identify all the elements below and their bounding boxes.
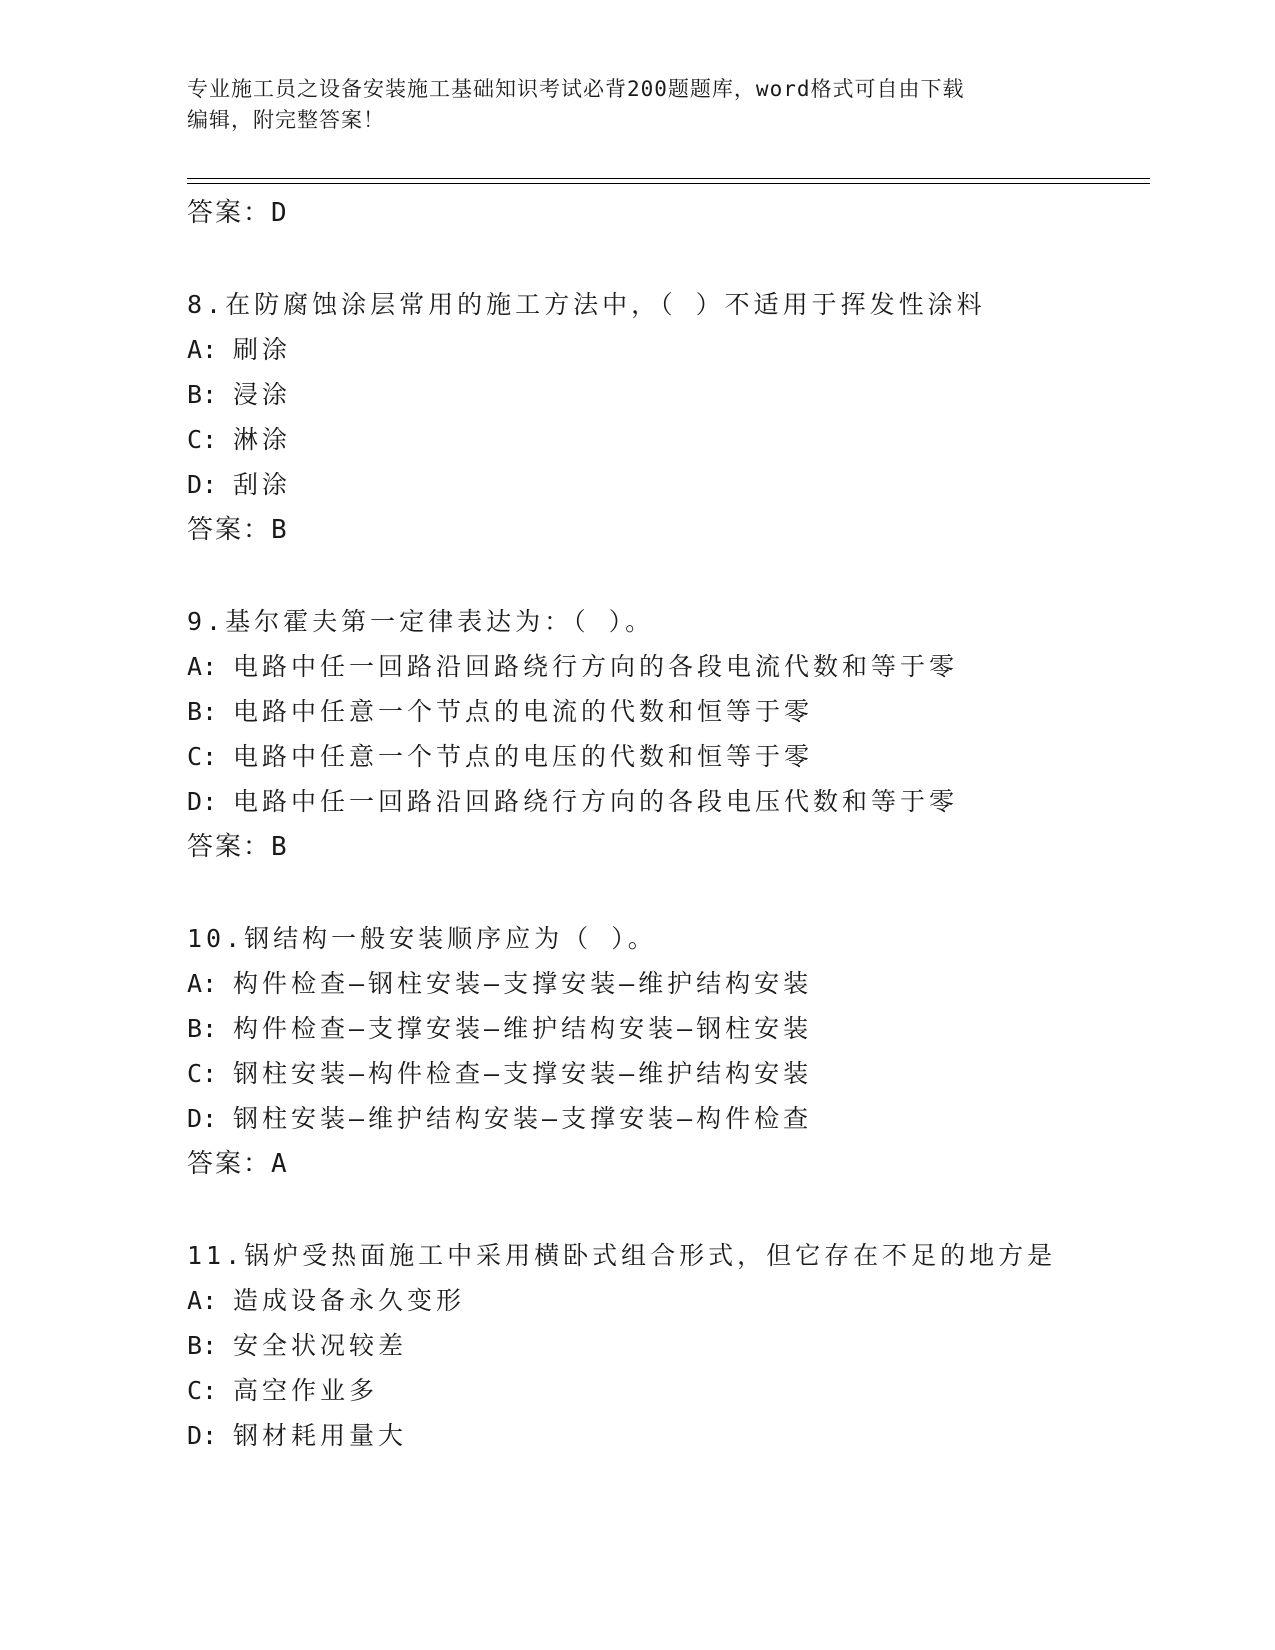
option-d (187, 1413, 1150, 1458)
option-b (187, 1323, 1150, 1368)
option-text: 刷涂 (233, 335, 292, 364)
answer-line: 答案：B (187, 832, 289, 862)
option-a (187, 644, 1150, 689)
option-text: 电路中任意一个节点的电流的代数和恒等于零 (233, 697, 814, 726)
question-list (187, 190, 1150, 1458)
option-letter: B: (187, 380, 218, 409)
question-9 (187, 599, 1150, 870)
option-letter: B: (187, 697, 218, 726)
previous-answer: 答案：D (187, 198, 289, 228)
option-text: 刮涂 (233, 470, 292, 499)
option-c (187, 1051, 1150, 1096)
option-text: 电路中任意一个节点的电压的代数和恒等于零 (233, 742, 814, 771)
option-text: 造成设备永久变形 (233, 1286, 466, 1315)
answer-line: 答案：B (187, 515, 289, 545)
option-b (187, 1006, 1150, 1051)
option-d (187, 779, 1150, 824)
option-letter: C: (187, 425, 218, 454)
option-letter: A: (187, 1286, 218, 1315)
option-letter: B: (187, 1331, 218, 1360)
question-title: 9.基尔霍夫第一定律表达为：（ ）。 (187, 607, 655, 636)
option-letter: A: (187, 335, 218, 364)
option-a (187, 961, 1150, 1006)
question-8 (187, 282, 1150, 553)
option-a (187, 327, 1150, 372)
option-letter: B: (187, 1014, 218, 1043)
answer-line: 答案：A (187, 1149, 289, 1179)
option-text: 电路中任一回路沿回路绕行方向的各段电压代数和等于零 (233, 787, 959, 816)
header-line-1: 专业施工员之设备安装施工基础知识考试必背200题题库，word格式可自由下载 (187, 77, 965, 101)
option-letter: C: (187, 1059, 218, 1088)
option-letter: D: (187, 1104, 218, 1133)
option-c (187, 417, 1150, 462)
question-11 (187, 1233, 1150, 1458)
option-text: 淋涂 (233, 425, 292, 454)
option-a (187, 1278, 1150, 1323)
option-text: 钢柱安装—维护结构安装—支撑安装—构件检查 (233, 1104, 813, 1133)
option-d (187, 1096, 1150, 1141)
option-letter: D: (187, 470, 218, 499)
option-text: 浸涂 (233, 380, 292, 409)
question-title: 10.钢结构一般安装顺序应为（ ）。 (187, 924, 657, 953)
option-text: 钢材耗用量大 (233, 1421, 408, 1450)
question-title: 11.锅炉受热面施工中采用横卧式组合形式，但它存在不足的地方是 (187, 1241, 1057, 1270)
option-text: 安全状况较差 (233, 1331, 408, 1360)
option-letter: A: (187, 969, 218, 998)
option-c (187, 734, 1150, 779)
option-letter: A: (187, 652, 218, 681)
question-title: 8.在防腐蚀涂层常用的施工方法中，（ ）不适用于挥发性涂料 (187, 290, 986, 319)
option-b (187, 689, 1150, 734)
option-text: 构件检查—钢柱安装—支撑安装—维护结构安装 (233, 969, 813, 998)
header-divider-top (187, 178, 1150, 179)
option-letter: D: (187, 787, 218, 816)
option-text: 构件检查—支撑安装—维护结构安装—钢柱安装 (233, 1014, 813, 1043)
option-letter: C: (187, 742, 218, 771)
option-text: 钢柱安装—构件检查—支撑安装—维护结构安装 (233, 1059, 813, 1088)
option-d (187, 462, 1150, 507)
document-header (187, 74, 1067, 136)
option-b (187, 372, 1150, 417)
option-letter: C: (187, 1376, 218, 1405)
option-letter: D: (187, 1421, 218, 1450)
question-10 (187, 916, 1150, 1187)
option-text: 高空作业多 (233, 1376, 379, 1405)
header-divider-bottom (187, 183, 1150, 184)
header-line-2: 编辑，附完整答案！ (187, 108, 385, 132)
option-text: 电路中任一回路沿回路绕行方向的各段电流代数和等于零 (233, 652, 959, 681)
option-c (187, 1368, 1150, 1413)
